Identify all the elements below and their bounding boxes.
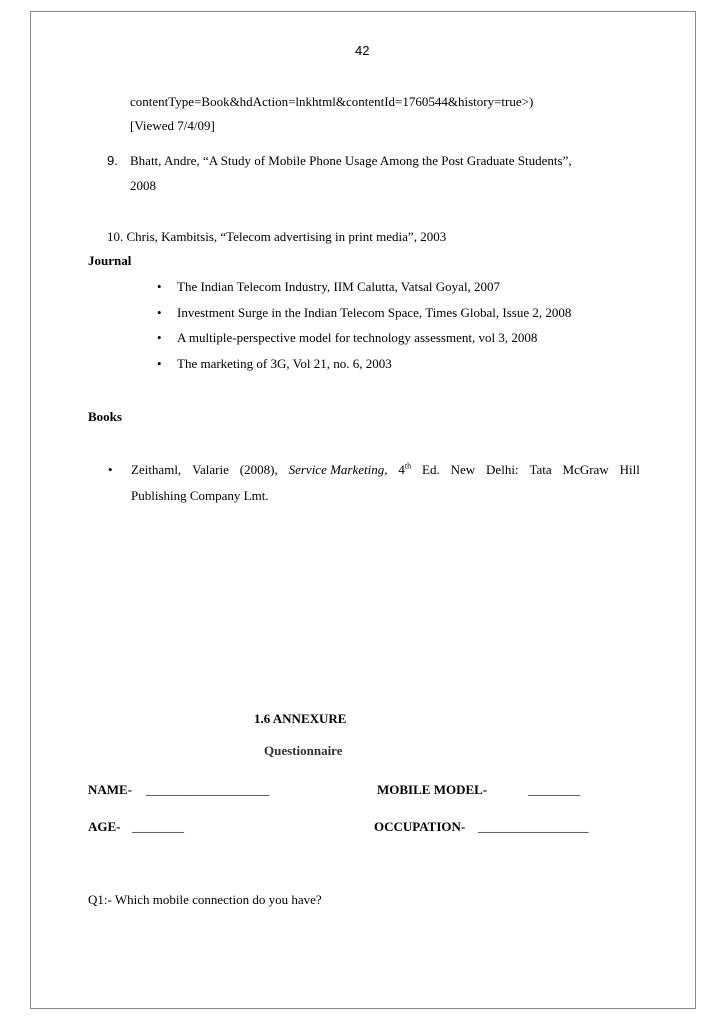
mobile-model-label: MOBILE MODEL-	[377, 782, 488, 797]
bullet-icon: •	[157, 330, 162, 345]
mobile-model-field[interactable]: ________	[528, 782, 580, 797]
occupation-label: OCCUPATION-	[374, 819, 466, 834]
bullet-icon: •	[157, 305, 162, 320]
reference-9-line-1: Bhatt, Andre, “A Study of Mobile Phone Usage Among the Post Graduate Students”,	[130, 153, 572, 168]
book-word: Hill	[619, 462, 640, 477]
book-edition-suffix: th	[404, 461, 412, 471]
book-word: Delhi:	[486, 462, 519, 477]
book-word: Zeithaml,	[131, 462, 182, 477]
name-field[interactable]: ___________________	[146, 782, 270, 797]
journal-heading: Journal	[88, 253, 132, 268]
book-word: (2008),	[239, 462, 278, 477]
occupation-field[interactable]: _________________	[478, 819, 589, 834]
bullet-icon: •	[108, 462, 113, 477]
journal-item: The marketing of 3G, Vol 21, no. 6, 2003	[177, 356, 392, 371]
reference-8-line-2: [Viewed 7/4/09]	[130, 118, 215, 133]
annexure-heading: 1.6 ANNEXURE	[254, 711, 347, 726]
question-1: Q1:- Which mobile connection do you have?	[88, 892, 322, 907]
book-word: Valarie	[192, 462, 229, 477]
book-entry-line-1	[131, 462, 640, 478]
name-label: NAME-	[88, 782, 133, 797]
bullet-icon: •	[157, 356, 162, 371]
books-heading: Books	[88, 409, 122, 424]
book-edition-number: 4	[398, 462, 405, 477]
reference-9-line-2: 2008	[130, 178, 156, 193]
book-entry-line-2: Publishing Company Lmt.	[131, 488, 269, 503]
reference-10: 10. Chris, Kambitsis, “Telecom advertising in print media”, 2003	[107, 229, 447, 244]
reference-9-number: 9.	[107, 153, 118, 168]
book-word: Tata	[529, 462, 552, 477]
questionnaire-heading: Questionnaire	[264, 743, 343, 758]
reference-8-line-1: contentType=Book&hdAction=lnkhtml&contentId=1760544&history=true>)	[130, 94, 534, 109]
book-title: Service Marketing,	[288, 462, 388, 477]
book-word: New	[450, 462, 476, 477]
book-edition	[398, 462, 411, 478]
book-title-text: Service Marketing	[288, 462, 385, 477]
book-word: Ed.	[422, 462, 440, 477]
journal-item: A multiple-perspective model for technology assessment, vol 3, 2008	[177, 330, 538, 345]
page-number: 42	[355, 43, 370, 58]
journal-item: The Indian Telecom Industry, IIM Calutta, Vatsal Goyal, 2007	[177, 279, 501, 294]
age-label: AGE-	[88, 819, 121, 834]
age-field[interactable]: ________	[132, 819, 184, 834]
bullet-icon: •	[157, 279, 162, 294]
journal-item: Investment Surge in the Indian Telecom Space, Times Global, Issue 2, 2008	[177, 305, 572, 320]
book-word: McGraw	[562, 462, 609, 477]
